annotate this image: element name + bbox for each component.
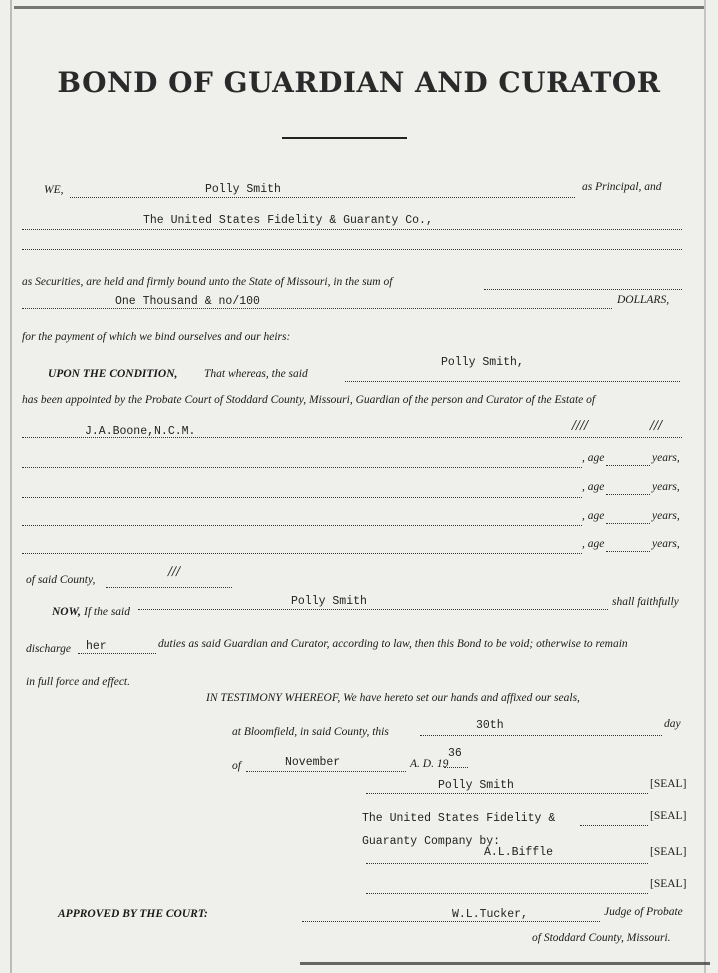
struck-mark-2: ∕∕/ (650, 418, 663, 432)
age-label-3: , age (582, 510, 605, 522)
we-label: WE, (44, 184, 64, 196)
principal-name: Polly Smith (205, 183, 281, 196)
of-stoddard: of Stoddard County, Missouri. (532, 932, 671, 944)
month-value: November (285, 756, 341, 769)
pronoun: her (86, 640, 107, 653)
of-label: of (232, 760, 241, 772)
signature-line-1 (366, 792, 648, 794)
ward-name: J.A.Boone,N.C.M. (85, 425, 196, 438)
testimony-text: IN TESTIMONY WHEREOF, We have hereto set our hands and affixed our seals, (206, 692, 580, 704)
of-county-label: of said County, (26, 574, 96, 586)
struck-mark-1: /∕∕/ (572, 418, 589, 432)
appointed-text: has been appointed by the Probate Court of Stoddard County, Missouri, Guardian of the person and Curator of the Estate of (22, 394, 596, 406)
signature-line-2 (580, 824, 648, 826)
document-title: BOND OF GUARDIAN AND CURATOR (57, 66, 661, 99)
judge-of-probate: Judge of Probate (604, 906, 683, 918)
signature-line-4 (366, 892, 648, 894)
now-line (138, 608, 608, 610)
years-label-1: years, (652, 452, 680, 464)
sum-words: One Thousand & no/100 (115, 295, 260, 308)
now-text: If the said (84, 606, 130, 618)
day-value: 30th (476, 719, 504, 732)
signature-3: A.L.Biffle (484, 846, 554, 859)
signature-2-line2: Guaranty Company by: (362, 835, 501, 848)
securities-text: as Securities, are held and firmly bound unto the State of Missouri, in the sum of (22, 276, 393, 288)
signature-1: Polly Smith (438, 779, 514, 792)
age-label-1: , age (582, 452, 605, 464)
now-name: Polly Smith (291, 595, 367, 608)
condition-lead: UPON THE CONDITION, (48, 368, 178, 380)
ad-label: A. D. 19 (410, 758, 449, 770)
year-line (444, 766, 468, 768)
surety-name: The United States Fidelity & Guaranty Co., (143, 214, 433, 227)
age-value-1 (606, 464, 650, 466)
full-force-text: in full force and effect. (26, 676, 131, 688)
seal-1: [SEAL] (650, 778, 687, 790)
age-row-3-line (22, 524, 582, 526)
age-row-1-line (22, 466, 582, 468)
judge-name: W.L.Tucker, (452, 908, 528, 921)
as-principal-label: as Principal, and (582, 181, 662, 193)
principal-line (70, 196, 575, 198)
age-row-2-line (22, 496, 582, 498)
dollars-label: DOLLARS, (617, 294, 670, 306)
seal-2: [SEAL] (650, 810, 687, 822)
approved-label: APPROVED BY THE COURT: (58, 908, 208, 920)
county-struck-mark: ∕∕∕ (168, 564, 181, 578)
signature-2-line1: The United States Fidelity & (362, 812, 556, 825)
sum-line-a (484, 288, 682, 290)
sum-line (22, 307, 612, 309)
month-line (246, 770, 406, 772)
signature-line-3 (366, 862, 648, 864)
discharge-label: discharge (26, 643, 71, 655)
payment-text: for the payment of which we bind ourselves and our heirs: (22, 331, 291, 343)
left-margin-line (10, 0, 12, 973)
bottom-border (300, 962, 710, 965)
county-line (106, 586, 232, 588)
years-label-2: years, (652, 481, 680, 493)
right-margin-line (704, 0, 706, 973)
age-value-4 (606, 550, 650, 552)
condition-name: Polly Smith, (441, 356, 524, 369)
age-row-4-line (22, 552, 582, 554)
year-value: 36 (448, 747, 462, 760)
age-value-3 (606, 522, 650, 524)
top-border (14, 6, 704, 9)
judge-line (302, 920, 600, 922)
age-label-4: , age (582, 538, 605, 550)
surety-line (22, 228, 682, 230)
years-label-3: years, (652, 510, 680, 522)
bloomfield-text: at Bloomfield, in said County, this (232, 726, 389, 738)
age-value-2 (606, 493, 650, 495)
seal-3: [SEAL] (650, 846, 687, 858)
years-label-4: years, (652, 538, 680, 550)
title-underline (282, 137, 407, 139)
condition-line (345, 380, 680, 382)
age-label-2: , age (582, 481, 605, 493)
now-lead: NOW, (52, 606, 81, 618)
faithfully-label: shall faithfully (612, 596, 679, 608)
condition-text: That whereas, the said (204, 368, 308, 380)
blank-line-1 (22, 248, 682, 250)
day-label: day (664, 718, 681, 730)
seal-4: [SEAL] (650, 878, 687, 890)
duties-text: duties as said Guardian and Curator, according to law, then this Bond to be void; otherwise to remain (158, 638, 628, 650)
day-line (420, 734, 662, 736)
